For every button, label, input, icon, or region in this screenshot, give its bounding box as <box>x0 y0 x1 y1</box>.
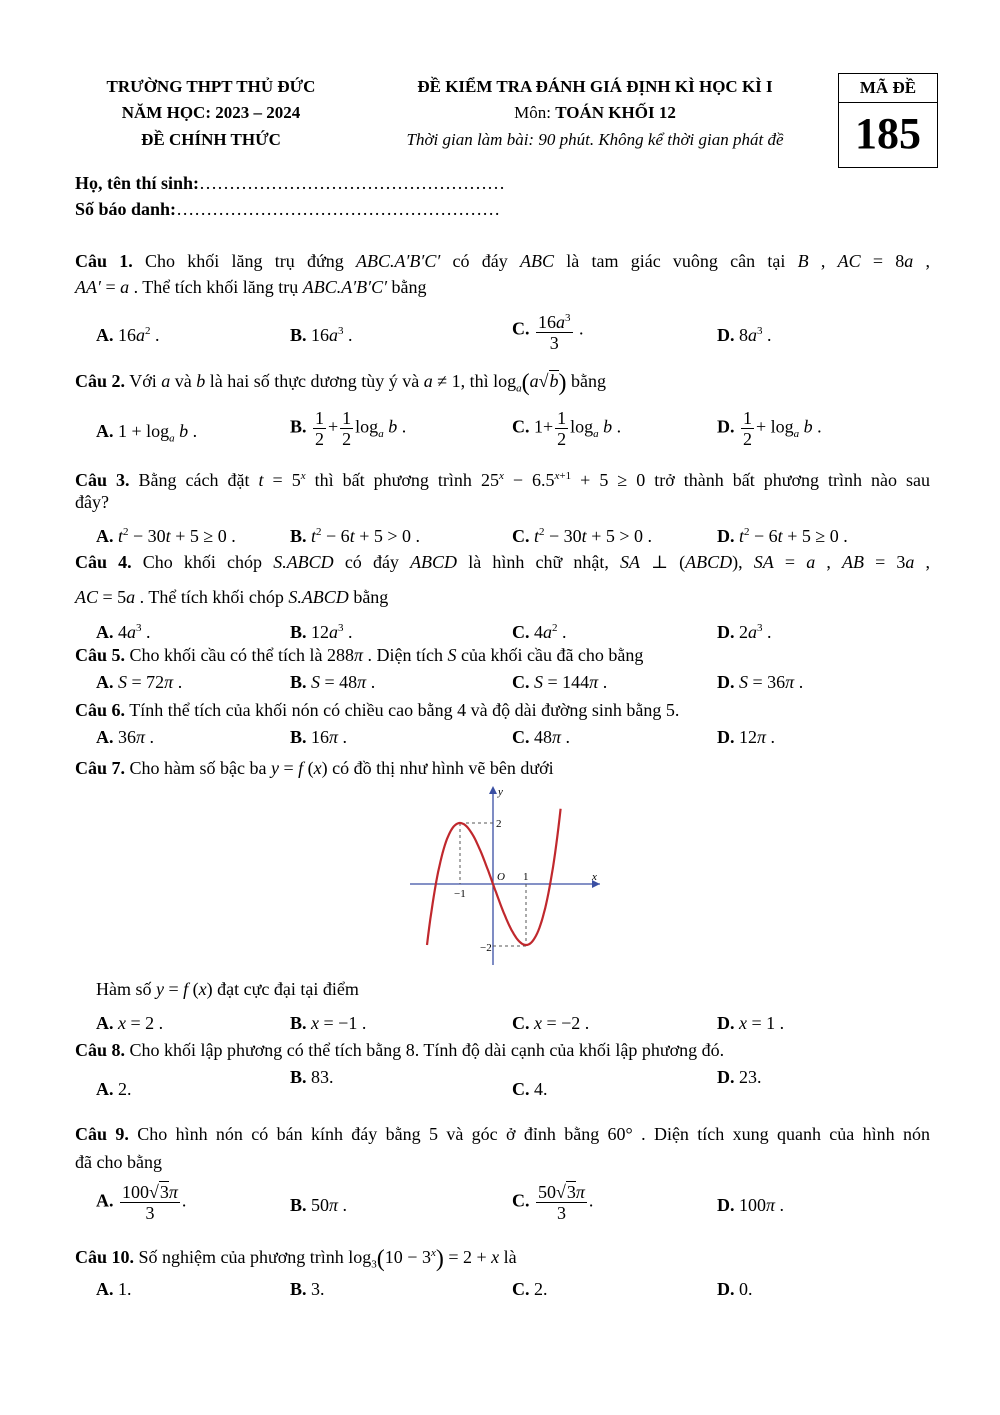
cubic-graph <box>400 780 610 970</box>
q10-label: Câu 10. <box>75 1247 135 1267</box>
q10-option-a: A. 1. <box>96 1279 132 1299</box>
time-note: Thời gian làm bài: 90 phút. Không kể thời gian phát đề <box>406 130 784 149</box>
y-axis-arrow <box>489 786 497 794</box>
q9-option-b: B. 50π . <box>290 1195 348 1215</box>
q8-option-d: D. 23. <box>717 1067 762 1087</box>
subject-name: TOÁN KHỐI 12 <box>555 103 676 122</box>
exam-code-label: MÃ ĐỀ <box>839 74 937 103</box>
q7-option-c: C. x = −2 . <box>512 1013 590 1033</box>
q1-label: Câu 1. <box>75 251 133 271</box>
q8-option-b: B. 83. <box>290 1067 334 1087</box>
q2-option-a: A. $1 + \log_a b$ . <box>96 421 198 445</box>
q1-option-d: D. $8a^3$ . <box>717 325 772 345</box>
official-label: ĐỀ CHÍNH THỨC <box>141 130 281 149</box>
q3-option-d: D. $t^2 - 6t + 5 \ge 0$ . <box>717 526 848 546</box>
q9-option-a: A. $\frac{100√3\pi}{3}$ . <box>96 1182 187 1223</box>
cubic-curve <box>427 809 561 945</box>
q8-option-a: A. 2. <box>96 1079 132 1099</box>
q1-option-c: C. $\frac{16a^3}{3}$ . <box>512 308 584 353</box>
q10-option-b: B. 3. <box>290 1279 325 1299</box>
q3-label: Câu 3. <box>75 470 130 490</box>
q4-option-c: C. $4a^2$ . <box>512 622 567 642</box>
q8-option-c: C. 4. <box>512 1079 548 1099</box>
x-tick-1: 1 <box>523 871 529 883</box>
candidate-id-dots: ……………………………………………… <box>176 199 501 219</box>
q4-option-a: A. $4a^3$ . <box>96 622 151 642</box>
q10-text: Câu 10. Số nghiệm của phương trình $\log_3(10 - 3^x) = 2 + x$ là <box>75 1246 517 1272</box>
candidate-name-line <box>75 172 930 194</box>
y-axis-label: y <box>498 786 503 798</box>
q4-text: Câu 4. Cho khối chóp S.ABCD có đáy ABCD là hình chữ nhật, SA ⊥ (ABCD), SA = a , AB = 3a , <box>75 552 931 572</box>
q3-option-a: A. $t^2 - 30t + 5 \ge 0$ . <box>96 526 236 546</box>
q7-text: Câu 7. Cho hàm số bậc ba y = f (x) có đồ thị như hình vẽ bên dưới <box>75 758 554 778</box>
q1-text: Câu 1. Cho khối lăng trụ đứng ABC.A′B′C′ có đáy ABC là tam giác vuông cân tại B , AC = 8a , <box>75 251 931 271</box>
q7-option-a: A. x = 2 . <box>96 1013 164 1033</box>
q9-option-d: D. 100π . <box>717 1195 785 1215</box>
q2-option-c: C. 1+ $\frac{1}{2}$ $\log_a b$ . <box>512 408 622 449</box>
q3-option-b: B. $t^2 - 6t + 5 > 0$ . <box>290 526 421 546</box>
q7-subtext: Hàm số y = f (x) đạt cực đại tại điểm <box>96 979 359 999</box>
subject-line <box>360 103 830 123</box>
q5-text: Câu 5. Cho khối cầu có thể tích là 288π . Diện tích S của khối cầu đã cho bằng <box>75 645 644 665</box>
q6-option-b: B. 16π . <box>290 727 348 747</box>
q4-option-b: B. $12a^3$ . <box>290 622 353 642</box>
x-axis-label: x <box>592 871 597 883</box>
candidate-id-label: Số báo danh: <box>75 199 177 219</box>
x-tick-neg1: −1 <box>454 888 466 900</box>
candidate-id-line <box>75 198 930 220</box>
q3-text: Câu 3. Bằng cách đặt $t = 5^x$ thì bất phương trình $25^x - 6.5^{x+1} + 5 \ge 0$ trở thành bất phương trình nào sau <box>75 470 931 490</box>
q6-label: Câu 6. <box>75 700 126 720</box>
q9-text: Câu 9. Cho hình nón có bán kính đáy bằng 5 và góc ở đỉnh bằng 60° . Diện tích xung quanh của hình nón <box>75 1124 930 1144</box>
exam-title: ĐỀ KIỂM TRA ĐÁNH GIÁ ĐỊNH KÌ HỌC KÌ I <box>417 77 773 96</box>
q1-option-b: B. $16a^3$ . <box>290 325 353 345</box>
origin-label: O <box>497 871 505 883</box>
q9-label: Câu 9. <box>75 1124 129 1144</box>
q2-option-b: B. $\frac{1}{2}$ + $\frac{1}{2}$ $\log_a b$ . <box>290 408 407 449</box>
q2-option-d: D. $\frac{1}{2}$ + $\log_a b$ . <box>717 408 822 449</box>
q6-option-d: D. 12π . <box>717 727 776 747</box>
q5-option-b: B. S = 48π . <box>290 672 376 692</box>
q4-text-2: AC = 5a . Thể tích khối chóp S.ABCD bằng <box>75 587 389 607</box>
q5-option-d: D. S = 36π . <box>717 672 804 692</box>
q10-option-d: D. 0. <box>717 1279 753 1299</box>
q6-option-a: A. 36π . <box>96 727 155 747</box>
q1-text-2: AA′ = a . Thể tích khối lăng trụ ABC.A′B′C′ bằng <box>75 277 427 297</box>
q5-label: Câu 5. <box>75 645 126 665</box>
q7-option-b: B. x = −1 . <box>290 1013 367 1033</box>
q10-option-c: C. 2. <box>512 1279 548 1299</box>
q9-text-2: đã cho bằng <box>75 1152 162 1172</box>
q2-text: Câu 2. Với a và b là hai số thực dương tùy ý và a ≠ 1, thì $\log_a(a√b)$ bằng <box>75 370 606 396</box>
y-tick-2: 2 <box>496 818 502 830</box>
q6-option-c: C. 48π . <box>512 727 571 747</box>
q7-label: Câu 7. <box>75 758 126 778</box>
q8-text: Câu 8. Cho khối lập phương có thể tích bằng 8. Tính độ dài cạnh của khối lập phương đó. <box>75 1040 725 1060</box>
q5-option-a: A. S = 72π . <box>96 672 183 692</box>
q6-text: Câu 6. Tính thể tích của khối nón có chiều cao bằng 4 và độ dài đường sinh bằng 5. <box>75 700 680 720</box>
q7-option-d: D. x = 1 . <box>717 1013 785 1033</box>
q9-option-c: C. $\frac{50√3\pi}{3}$ . <box>512 1182 594 1223</box>
exam-code: 185 <box>855 109 921 158</box>
school-year: NĂM HỌC: 2023 – 2024 <box>121 103 301 122</box>
candidate-name-label: Họ, tên thí sinh: <box>75 173 200 193</box>
y-tick-neg2: −2 <box>480 942 492 954</box>
candidate-name-dots: …………………………………………… <box>199 173 506 193</box>
q3-text-2: đây? <box>75 492 109 512</box>
q4-label: Câu 4. <box>75 552 132 572</box>
exam-code-box <box>838 73 938 168</box>
q4-option-d: D. $2a^3$ . <box>717 622 772 642</box>
q5-option-c: C. S = 144π . <box>512 672 608 692</box>
subject-label: Môn: <box>514 103 556 122</box>
q2-label: Câu 2. <box>75 371 126 391</box>
q3-option-c: C. $t^2 - 30t + 5 > 0$ . <box>512 526 652 546</box>
q1-option-a: A. $16a^2$ . <box>96 325 160 345</box>
school-name: TRƯỜNG THPT THỦ ĐỨC <box>106 77 316 96</box>
q8-label: Câu 8. <box>75 1040 126 1060</box>
